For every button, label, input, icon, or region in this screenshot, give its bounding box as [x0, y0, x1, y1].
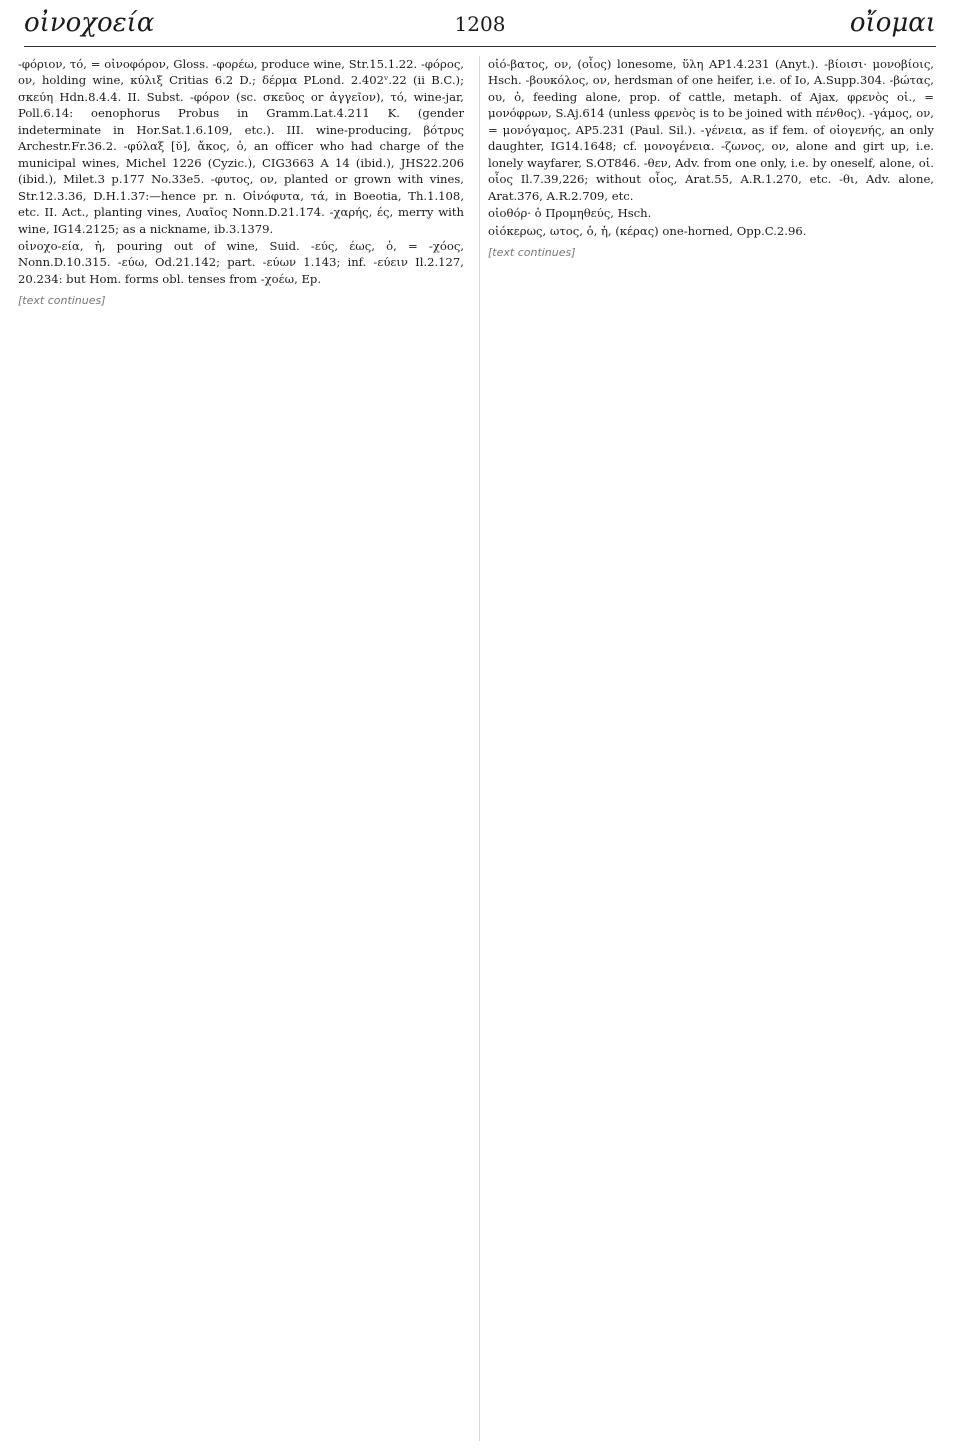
left-column: [18, 56, 464, 309]
entry-paragraph: οἰοθόρ· ὁ Προμηθεύς, Hsch.: [488, 206, 652, 221]
continuation-marker: [text continues]: [18, 294, 106, 308]
continuation-marker: [text continues]: [488, 245, 576, 259]
entry-paragraph: οἰό-βατος, ον, (οἶος) lonesome, ὕλη AP1.4.231 (Anyt.). -βίοισι· μονοβίοις, Hsch. -βουκόλος, ον, herdsman of one heifer, i.e. of Io, A.Supp.304. -βώτας, ου, ὁ, feeding alone, prop. of cattle, metaph. of Ajax, φρενὸς οἰ., = μονόφρων, S.Aj.614 (unless φρενὸς is to be joined with πένθος). -γάμος, ον, = μονόγαμος, AP5.231 (Paul. Sil.). -γένεια, as if fem. of οἰογενής, an only daughter, IG14.1648; cf. μονογένεια. -ζωνος, ον, alone and girt up, i.e. lonely wayfarer, S.OT846. -θεν, Adv. from one only, i.e. by oneself, alone, οἰ. οἶος Il.7.39,226; without οἶος, Arat.55, A.R.1.270, etc. -θι, Adv. alone, Arat.376, A.R.2.709, etc.: [488, 57, 934, 203]
header-rule: [24, 46, 936, 47]
page-number: 1208: [454, 12, 506, 36]
entry-paragraph: οἰνοχο-εία, ἡ, pouring out of wine, Suid. -εύς, έως, ὁ, = -χόος, Nonn.D.10.315. -εύω, Od.21.142; part. -εύων 1.143; inf. -εύειν Il.2.127, 20.234: but Hom. forms obl. tenses from -χοέω, Ep.: [18, 238, 464, 286]
entry-paragraph: -φόριον, τό, = οἰνοφόρον, Gloss. -φορέω, produce wine, Str.15.1.22. -φόρος, ον, holding wine, κύλιξ Critias 6.2 D.; δέρμα PLond. 2.402ᵛ.22 (ii B.C.); σκεύη Hdn.8.4.4. II. Subst. -φόρον (sc. σκεῦος or ἀγγεῖον), τό, wine-jar, Poll.6.14: oenophorus Probus in Gramm.Lat.4.211 K. (gender indeterminate in Hor.Sat.1.6.109, etc.). III. wine-producing, βότρυς Archestr.Fr.36.2. -φύλαξ [ῠ], ἄκος, ὁ, an officer who had charge of the municipal wines, Michel 1226 (Cyzic.), CIG3663 A 14 (ibid.), JHS22.206 (ibid.), Milet.3 p.177 No.33e5. -φυτος, ον, planted or grown with vines, Str.12.3.36, D.H.1.37:—hence pr. n. Οἰνόφυτα, τά, in Boeotia, Th.1.108, etc. II. Act., planting vines, Λυαῖος Nonn.D.21.174. -χαρής, ές, merry with wine, IG14.2125; as a nickname, ib.3.1379.: [18, 57, 464, 236]
column-gutter: [479, 56, 480, 1441]
running-head-right: οἴομαι: [849, 8, 936, 38]
running-header: [0, 0, 960, 46]
entry-paragraph: οἰόκερως, ωτος, ὁ, ἡ, (κέρας) one-horned, Opp.C.2.96.: [488, 223, 807, 238]
running-head-left: οἰνοχοεία: [24, 8, 155, 38]
right-column: [488, 56, 934, 261]
